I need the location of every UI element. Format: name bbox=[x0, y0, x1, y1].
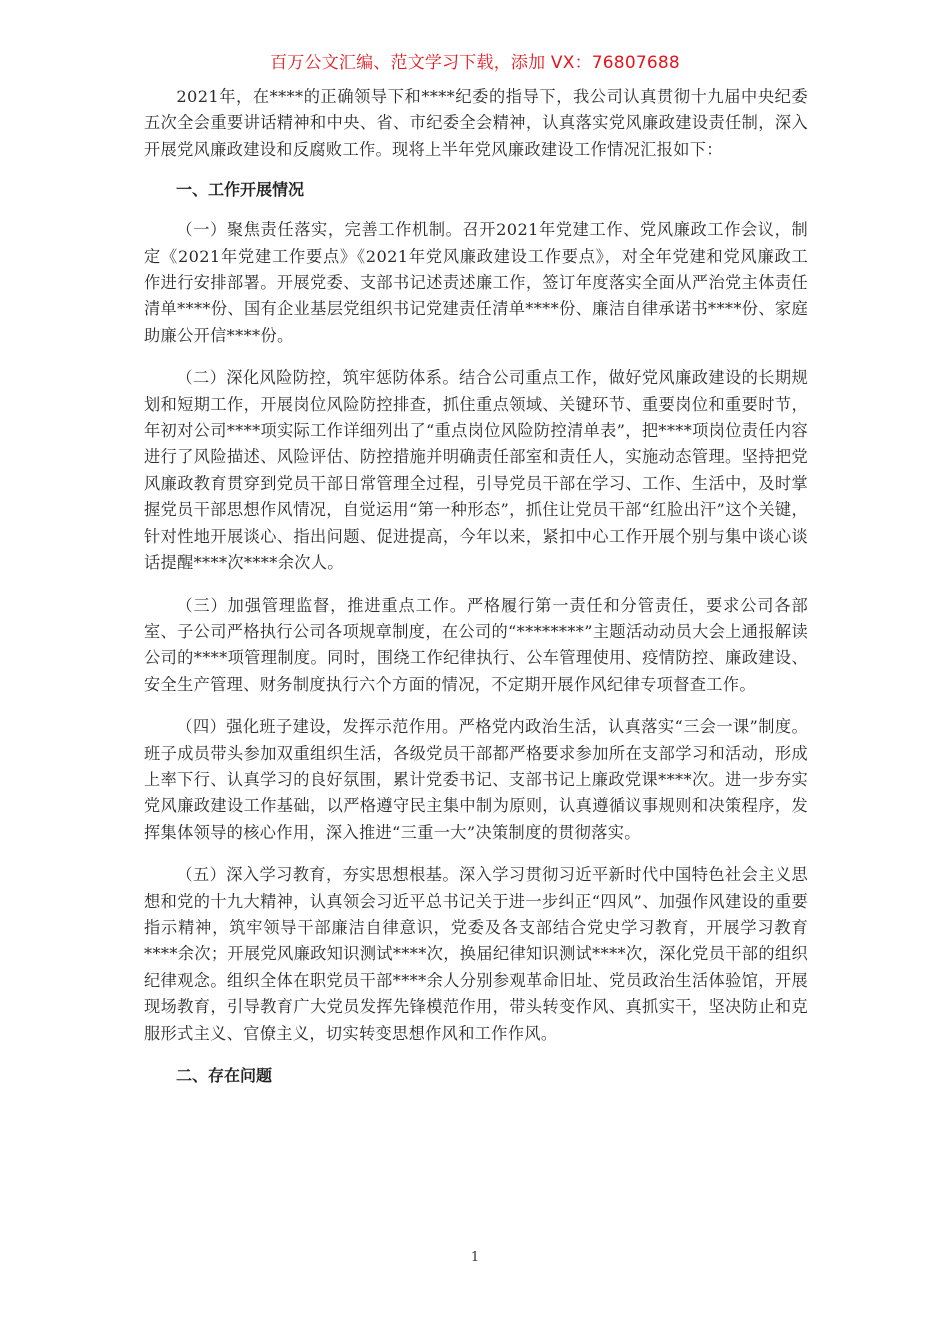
intro-paragraph: 2021年，在****的正确领导下和****纪委的指导下，我公司认真贯彻十九届中央纪委五次全会重要讲话精神和中央、省、市纪委全会精神，认真落实党风廉政建设责任制，深入开展党风廉政建设和反腐败工作。现将上半年党风廉政建设工作情况汇报如下： bbox=[144, 87, 808, 159]
document-body bbox=[144, 84, 808, 1089]
paragraph-supervision: （三）加强管理监督，推进重点工作。严格履行第一责任和分管责任，要求公司各部室、子公司严格执行公司各项规章制度，在公司的“********”主题活动动员大会上通报解读公司的****项管理制度。同时，围绕工作纪律执行、公车管理使用、疫情防控、廉政建设、安全生产管理、财务制度执行六个方面的情况，不定期开展作风纪律专项督查工作。 bbox=[144, 595, 808, 694]
page-number: 1 bbox=[470, 1250, 480, 1265]
section-heading-work-status: 一、工作开展情况 bbox=[176, 180, 305, 200]
paragraph-responsibility: （一）聚焦责任落实，完善工作机制。召开2021年党建工作、党风廉政工作会议，制定《2021年党建工作要点》《2021年党风廉政建设工作要点》，对全年党建和党风廉政工作进行安排部署。开展党委、支部书记述责述廉工作，签订年度落实全面从严治党主体责任清单****份、国有企业基层党组织书记党建责任清单****份、廉洁自律承诺书****份、家庭助廉公开信****份。 bbox=[144, 220, 808, 345]
paragraph-team-building: （四）强化班子建设，发挥示范作用。严格党内政治生活，认真落实“三会一课”制度。班子成员带头参加双重组织生活，各级党员干部都严格要求参加所在支部学习和活动，形成上率下行、认真学习的良好氛围，累计党委书记、支部书记上廉政党课****次。进一步夯实党风廉政建设工作基础，以严格遵守民主集中制为原则，认真遵循议事规则和决策程序，发挥集体领导的核心作用，深入推进“三重一大”决策制度的贯彻落实。 bbox=[144, 717, 808, 842]
paragraph-education: （五）深入学习教育，夯实思想根基。深入学习贯彻习近平新时代中国特色社会主义思想和党的十九大精神，认真领会习近平总书记关于进一步纠正“四风”、加强作风建设的重要指示精神，筑牢领导干部廉洁自律意识，党委及各支部结合党史学习教育，开展学习教育****余次；开展党风廉政知识测试****次，换届纪律知识测试****次，深化党员干部的组织纪律观念。组织全体在职党员干部****余人分别参观革命旧址、党员政治生活体验馆，开展现场教育，引导教育广大党员发挥先锋模范作用，带头转变作风、真抓实干，坚决防止和克服形式主义、官僚主义，切实转变思想作风和工作作风。 bbox=[144, 865, 808, 1043]
paragraph-risk-control: （二）深化风险防控，筑牢惩防体系。结合公司重点工作，做好党风廉政建设的长期规划和短期工作，开展岗位风险防控排查，抓住重点领域、关键环节、重要岗位和重要时节，年初对公司****项实际工作详细列出了“重点岗位风险防控清单表”，把****项岗位责任内容进行了风险描述、风险评估、防控措施并明确责任部室和责任人，实施动态管理。坚持把党风廉政教育贯穿到党员干部日常管理全过程，引导党员干部在学习、工作、生活中，及时掌握党员干部思想作风情况，自觉运用“第一种形态”，抓住让党员干部“红脸出汗”这个关键，针对性地开展谈心、指出问题、促进提高，今年以来，紧扣中心工作开展个别与集中谈心谈话提醒****次****余次人。 bbox=[144, 368, 808, 573]
section-heading-problems: 二、存在问题 bbox=[176, 1066, 273, 1085]
watermark-banner: 百万公文汇编、范文学习下载，添加 VX：76807688 bbox=[270, 53, 680, 73]
